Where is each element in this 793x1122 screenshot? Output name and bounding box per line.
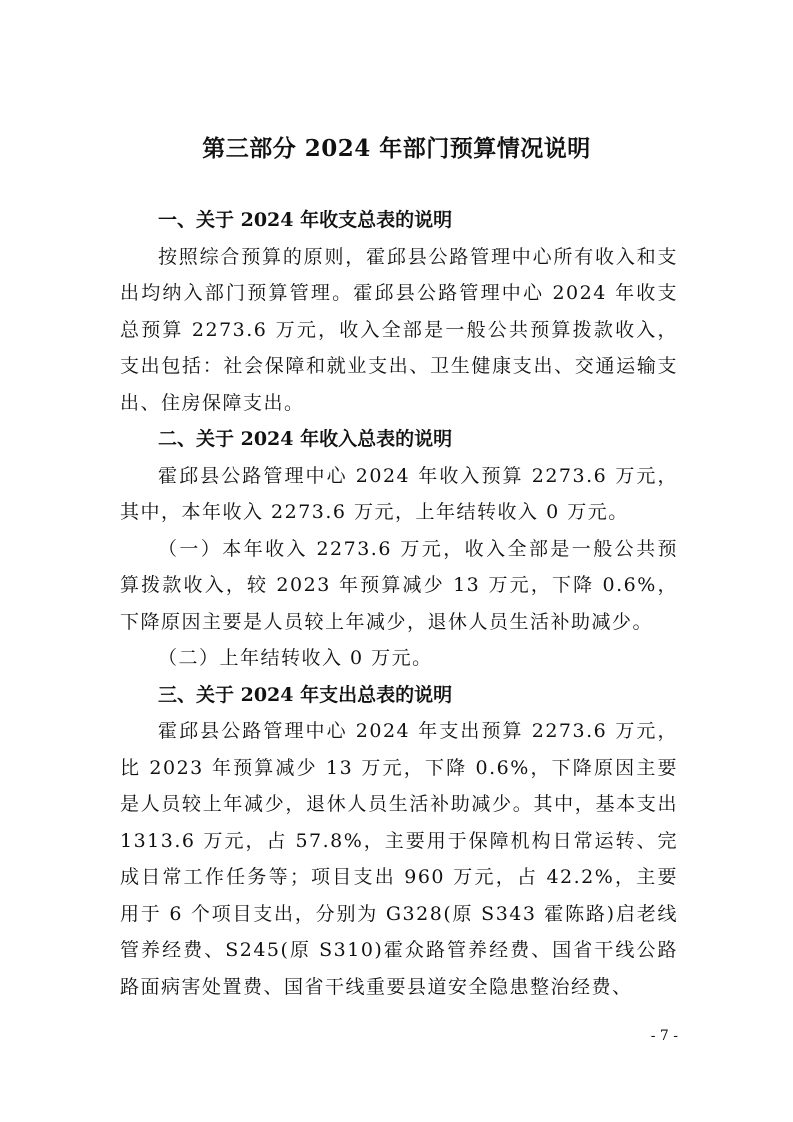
page-number: - 7 -: [650, 1028, 678, 1044]
section-heading-1: 一、关于 2024 年收支总表的说明: [158, 209, 453, 231]
document-body: [120, 202, 678, 1005]
paragraph-2-3: （二）上年结转收入 0 万元。: [158, 647, 433, 669]
paragraph-3-1: 霍邱县公路管理中心 2024 年支出预算 2273.6 万元，比 2023 年预算减少 13 万元，下降 0.6%，下降原因主要是人员较上年减少，退休人员生活补助减少。其中，基本支出 1313.6 万元，占 57.8%，主要用于保障机构日常运转、完成日常工作任务等；项目支出 960 万元，占 42.2%，主要用于 6 个项目支出，分别为 G328(原 S343 霍陈路)启老线管养经费、S245(原 S310)霍众路管养经费、国省干线公路路面病害处置费、国省干线重要县道安全隐患整治经费、: [120, 720, 678, 998]
page-title: 第三部分 2024 年部门预算情况说明: [202, 135, 591, 162]
section-heading-3: 三、关于 2024 年支出总表的说明: [158, 683, 453, 706]
paragraph-1-1: 按照综合预算的原则，霍邱县公路管理中心所有收入和支出均纳入部门预算管理。霍邱县公路管理中心 2024 年收支总预算 2273.6 万元，收入全部是一般公共预算拨款收入，支出包括：社会保障和就业支出、卫生健康支出、交通运输支出、住房保障支出。: [120, 245, 678, 414]
section-heading-2: 二、关于 2024 年收入总表的说明: [158, 428, 453, 450]
paragraph-2-1: 霍邱县公路管理中心 2024 年收入预算 2273.6 万元，其中，本年收入 2273.6 万元，上年结转收入 0 万元。: [120, 464, 678, 523]
paragraph-2-2: （一）本年收入 2273.6 万元，收入全部是一般公共预算拨款收入，较 2023 年预算减少 13 万元，下降 0.6%，下降原因主要是人员较上年减少，退休人员生活补助减少。: [120, 537, 678, 633]
